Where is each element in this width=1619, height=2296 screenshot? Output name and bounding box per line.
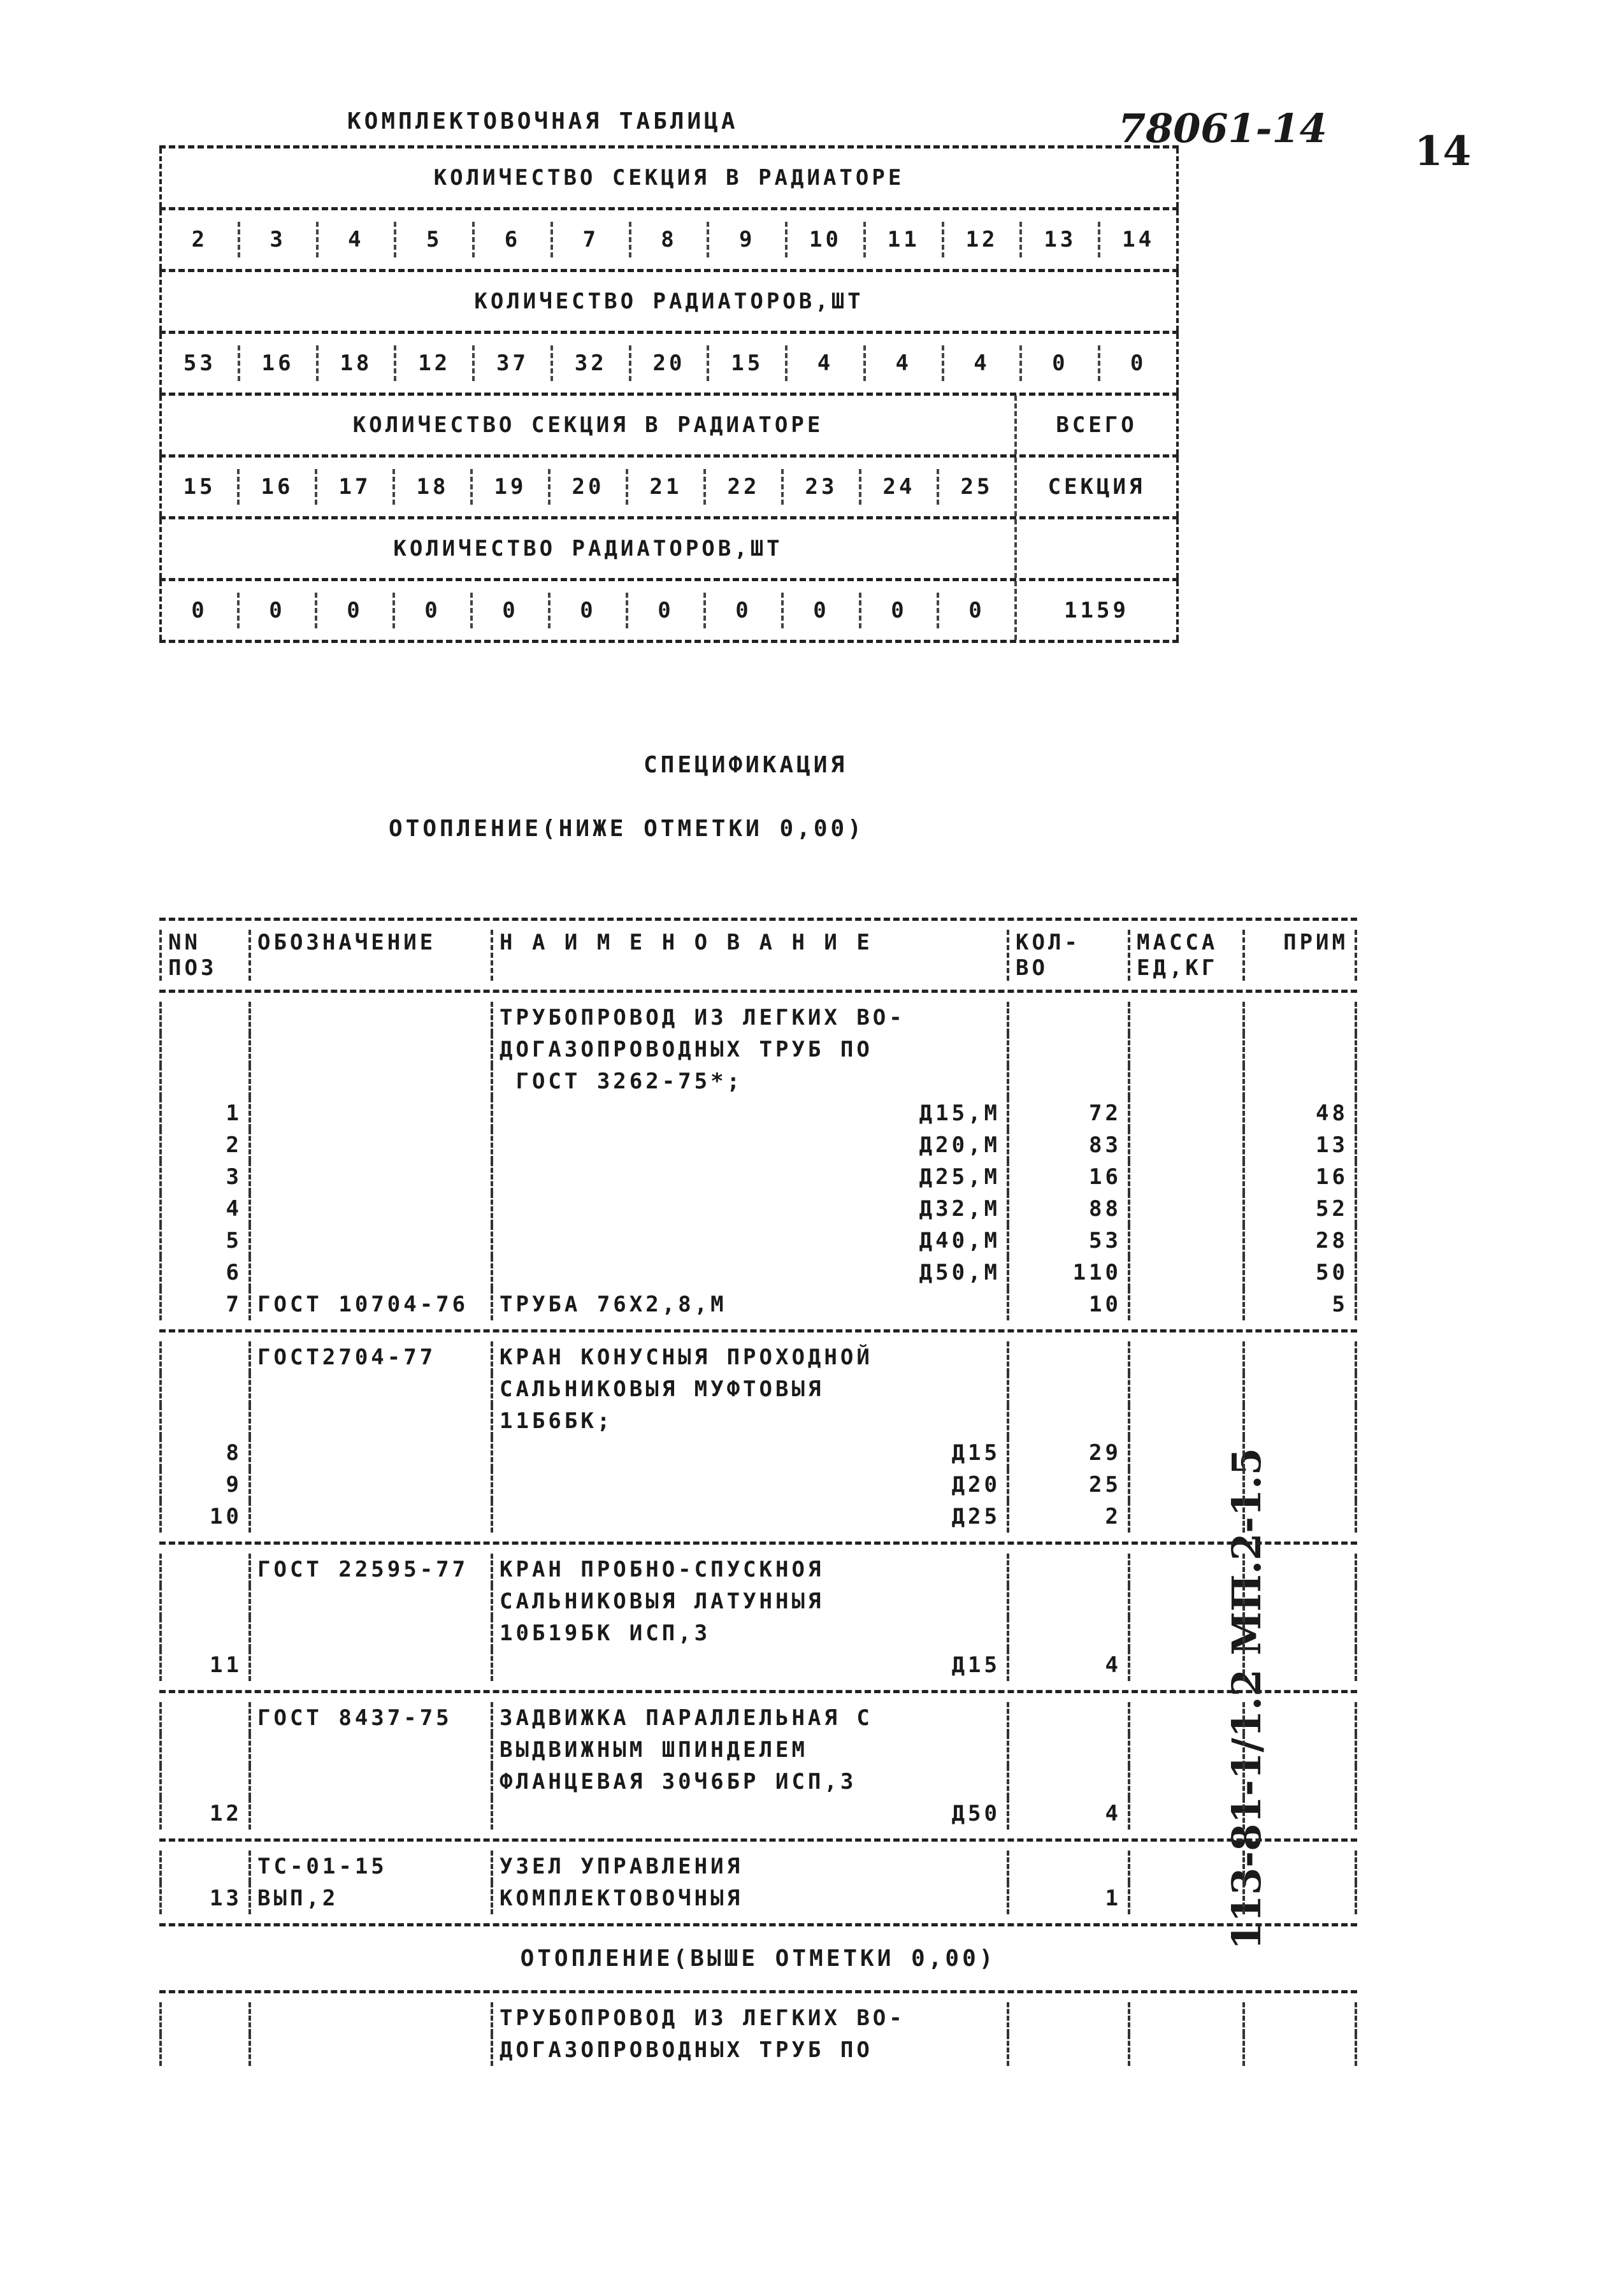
radiator-count-cell: 0 — [550, 593, 628, 628]
table-row — [159, 1702, 1357, 1734]
cell-designation — [248, 1437, 491, 1469]
table-row — [159, 1065, 1357, 1097]
cell-pos: 6 — [159, 1257, 248, 1289]
cell-note — [1242, 1469, 1357, 1501]
total-label: ВСЕГО — [1056, 412, 1137, 438]
radiator-count-cell: 0 — [706, 593, 784, 628]
cell-pos: 9 — [159, 1469, 248, 1501]
cell-pos: 2 — [159, 1129, 248, 1161]
radiators-label-row-1 — [159, 272, 1179, 331]
cell-qty: 25 — [1007, 1469, 1128, 1501]
cell-designation — [248, 1097, 491, 1129]
total-label: СЕКЦИЯ — [1047, 474, 1146, 500]
item-name: ТРУБОПРОВОД ИЗ ЛЕГКИХ ВО- — [491, 2002, 1007, 2034]
cell-pos: 5 — [159, 1225, 248, 1257]
table-row — [159, 1469, 1357, 1501]
cell-note: 28 — [1242, 1225, 1357, 1257]
section-count-cell: 24 — [861, 469, 939, 504]
table-row — [159, 1097, 1357, 1129]
item-name: ДОГАЗОПРОВОДНЫХ ТРУБ ПО — [491, 2034, 1007, 2066]
radiator-count-cell: 12 — [396, 345, 475, 380]
cell-note: 50 — [1242, 1257, 1357, 1289]
side-code: 113-81-1/1.2 МП.2-1.5 — [1223, 1448, 1270, 1950]
section-count-cell: 18 — [395, 469, 473, 504]
cell-note: 52 — [1242, 1193, 1357, 1225]
row-label: КОЛИЧЕСТВО РАДИАТОРОВ,ШТ — [474, 289, 864, 314]
col-note: ПРИМ — [1283, 930, 1348, 955]
cell-qty: 16 — [1007, 1161, 1128, 1193]
radiator-count-cell: 37 — [475, 345, 553, 380]
cell-qty: 110 — [1007, 1257, 1128, 1289]
cell-note: 16 — [1242, 1161, 1357, 1193]
radiator-count-cell: 0 — [473, 593, 550, 628]
item-name: ДОГАЗОПРОВОДНЫХ ТРУБ ПО — [491, 1034, 1007, 1065]
cell-mass — [1128, 1129, 1242, 1161]
cell-pos: 13 — [159, 1882, 248, 1914]
radiators-row-2 — [159, 581, 1179, 640]
cell-pos: 1 — [159, 1097, 248, 1129]
cell-name: ТРУБА 76Х2,8,М — [491, 1289, 1007, 1320]
section-count-cell: 3 — [240, 222, 319, 257]
cell-pos: 3 — [159, 1161, 248, 1193]
section-count-cell: 8 — [631, 222, 710, 257]
row-label: КОЛИЧЕСТВО РАДИАТОРОВ,ШТ — [393, 536, 783, 561]
completion-table — [159, 145, 1179, 643]
cell-designation — [248, 1501, 491, 1533]
table-row — [159, 2034, 1357, 2066]
section-count-cell: 25 — [960, 474, 993, 500]
item-name: КОМПЛЕКТОВОЧНЫЯ — [491, 1882, 1007, 1914]
item-name: САЛЬНИКОВЫЯ ЛАТУННЫЯ — [491, 1585, 1007, 1617]
radiator-count-cell: 53 — [162, 345, 240, 380]
sections-label-row-1 — [159, 148, 1179, 207]
item-name: КРАН ПРОБНО-СПУСКНОЯ — [491, 1554, 1007, 1585]
table-row — [159, 1617, 1357, 1649]
item-name: 11Б6БК; — [491, 1405, 1007, 1437]
cell-qty: 4 — [1007, 1649, 1128, 1681]
total-value: 1159 — [1064, 598, 1129, 623]
cell-pos: 10 — [159, 1501, 248, 1533]
cell-designation — [248, 1129, 491, 1161]
radiator-count-cell: 4 — [788, 345, 866, 380]
table-row — [159, 2002, 1357, 2034]
radiators-label-row-2 — [159, 519, 1179, 578]
cell-note: 13 — [1242, 1129, 1357, 1161]
cell-qty: 4 — [1007, 1798, 1128, 1830]
radiator-count-cell: 0 — [784, 593, 861, 628]
table-row — [159, 1585, 1357, 1617]
section-count-cell: 19 — [473, 469, 550, 504]
cell-pos: 11 — [159, 1649, 248, 1681]
col-qty: КОЛ- — [1016, 930, 1081, 955]
item-name: ЗАДВИЖКА ПАРАЛЛЕЛЬНАЯ С — [491, 1702, 1007, 1734]
section-count-cell: 15 — [162, 469, 240, 504]
col-mass-2: ЕД,КГ — [1137, 955, 1218, 981]
cell-qty: 10 — [1007, 1289, 1128, 1320]
cell-name: Д32,М — [491, 1193, 1007, 1225]
cell-name: Д25 — [491, 1501, 1007, 1533]
table-row — [159, 1766, 1357, 1798]
spec-title: СПЕЦИФИКАЦИЯ — [644, 752, 848, 778]
radiator-count-cell: 4 — [944, 345, 1023, 380]
spec-group-gate-valve — [159, 1693, 1357, 1838]
cell-mass — [1128, 1469, 1242, 1501]
section-count-cell: 6 — [475, 222, 553, 257]
item-name: УЗЕЛ УПРАВЛЕНИЯ — [491, 1851, 1007, 1882]
cell-mass — [1128, 1437, 1242, 1469]
item-name: САЛЬНИКОВЫЯ МУФТОВЫЯ — [491, 1373, 1007, 1405]
cell-note: 48 — [1242, 1097, 1357, 1129]
section-count-cell: 14 — [1122, 227, 1155, 252]
cell-qty: 88 — [1007, 1193, 1128, 1225]
table-row — [159, 1882, 1357, 1914]
radiator-count-cell: 0 — [628, 593, 706, 628]
section-count-cell: 10 — [788, 222, 866, 257]
cell-note: 5 — [1242, 1289, 1357, 1320]
cell-name: Д50,М — [491, 1257, 1007, 1289]
cell-name: Д40,М — [491, 1225, 1007, 1257]
cell-note — [1242, 1437, 1357, 1469]
table-row — [159, 1129, 1357, 1161]
radiator-count-cell: 0 — [162, 593, 240, 628]
section-count-cell: 22 — [706, 469, 784, 504]
radiator-count-cell: 16 — [240, 345, 319, 380]
cell-designation — [248, 1469, 491, 1501]
cell-name: Д15 — [491, 1437, 1007, 1469]
cell-designation — [248, 1161, 491, 1193]
section-count-cell: 21 — [628, 469, 706, 504]
cell-designation — [248, 1257, 491, 1289]
sections-row-1 — [159, 210, 1179, 269]
cell-designation: ГОСТ 10704-76 — [248, 1289, 491, 1320]
cell-mass — [1128, 1193, 1242, 1225]
cell-qty: 83 — [1007, 1129, 1128, 1161]
item-name: ГОСТ 3262-75*; — [491, 1065, 1007, 1097]
radiator-count-cell: 15 — [709, 345, 788, 380]
cell-qty: 1 — [1007, 1882, 1128, 1914]
col-mass: МАССА — [1137, 930, 1218, 955]
item-name: ТРУБОПРОВОД ИЗ ЛЕГКИХ ВО- — [491, 1002, 1007, 1034]
spec-group-control-unit — [159, 1842, 1357, 1923]
cell-mass — [1128, 1225, 1242, 1257]
cell-pos: 4 — [159, 1193, 248, 1225]
section-count-cell: 17 — [317, 469, 395, 504]
cell-designation: ГОСТ 22595-77 — [248, 1554, 491, 1585]
cell-mass — [1128, 1097, 1242, 1129]
section-count-cell: 16 — [240, 469, 317, 504]
spec-group-pipes — [159, 993, 1357, 1329]
section-count-cell: 2 — [162, 222, 240, 257]
cell-name: Д25,М — [491, 1161, 1007, 1193]
sections-row-2 — [159, 458, 1179, 516]
row-label: КОЛИЧЕСТВО СЕКЦИЯ В РАДИАТОРЕ — [433, 165, 905, 191]
table-row — [159, 1193, 1357, 1225]
cell-designation: ГОСТ2704-77 — [248, 1341, 491, 1373]
table-row — [159, 1034, 1357, 1065]
spec-table — [159, 918, 1357, 2075]
item-name: КРАН КОНУСНЫЯ ПРОХОДНОЙ — [491, 1341, 1007, 1373]
section-count-cell: 11 — [866, 222, 944, 257]
cell-name: Д20 — [491, 1469, 1007, 1501]
table-row — [159, 1341, 1357, 1373]
spec-header-row — [159, 921, 1357, 990]
cell-designation: ГОСТ 8437-75 — [248, 1702, 491, 1734]
radiator-count-cell: 20 — [631, 345, 710, 380]
cell-designation: ВЫП,2 — [248, 1882, 491, 1914]
radiator-count-cell: 0 — [395, 593, 473, 628]
sections-label-row-2 — [159, 396, 1179, 454]
item-name: 10Б19БК ИСП,3 — [491, 1617, 1007, 1649]
radiator-count-cell: 4 — [866, 345, 944, 380]
spec-subtitle-above: ОТОПЛЕНИЕ(ВЫШЕ ОТМЕТКИ 0,00) — [520, 1945, 997, 1972]
table-row — [159, 1437, 1357, 1469]
spec-group-pipes-above — [159, 1993, 1357, 2075]
cell-pos: 12 — [159, 1798, 248, 1830]
cell-mass — [1128, 1257, 1242, 1289]
spec-group-valve-cone — [159, 1332, 1357, 1541]
page-number: 14 — [1414, 127, 1472, 175]
table-row — [159, 1554, 1357, 1585]
table-row — [159, 1225, 1357, 1257]
cell-qty: 29 — [1007, 1437, 1128, 1469]
item-name: ВЫДВИЖНЫМ ШПИНДЕЛЕМ — [491, 1734, 1007, 1766]
section-count-cell: 13 — [1022, 222, 1100, 257]
cell-designation — [248, 1225, 491, 1257]
cell-pos: 8 — [159, 1437, 248, 1469]
table-row — [159, 1257, 1357, 1289]
cell-designation — [248, 1193, 491, 1225]
radiator-count-cell: 18 — [319, 345, 397, 380]
item-name: ФЛАНЦЕВАЯ 30Ч6БР ИСП,3 — [491, 1766, 1007, 1798]
spec-group-valve-drain — [159, 1545, 1357, 1690]
section-count-cell: 12 — [944, 222, 1023, 257]
spec-subtitle-below: ОТОПЛЕНИЕ(НИЖЕ ОТМЕТКИ 0,00) — [389, 816, 865, 842]
cell-note — [1242, 1501, 1357, 1533]
radiator-count-cell: 32 — [553, 345, 631, 380]
table-row — [159, 1649, 1357, 1681]
cell-qty: 72 — [1007, 1097, 1128, 1129]
section-count-cell: 20 — [550, 469, 628, 504]
table-row — [159, 1289, 1357, 1320]
col-pos-2: ПОЗ — [168, 955, 217, 981]
cell-mass — [1128, 1161, 1242, 1193]
document-title: КОМПЛЕКТОВОЧНАЯ ТАБЛИЦА — [347, 108, 738, 134]
col-name: Н А И М Е Н О В А Н И Е — [500, 930, 873, 955]
radiator-count-cell: 0 — [968, 598, 985, 623]
cell-name: Д50 — [491, 1798, 1007, 1830]
col-pos: NN — [168, 930, 201, 955]
cell-designation: ТС-01-15 — [248, 1851, 491, 1882]
table-row — [159, 1161, 1357, 1193]
section-count-cell: 9 — [709, 222, 788, 257]
radiator-count-cell: 0 — [1130, 350, 1147, 376]
cell-name: Д15,М — [491, 1097, 1007, 1129]
radiator-count-cell: 0 — [317, 593, 395, 628]
radiator-count-cell: 0 — [240, 593, 317, 628]
section-count-cell: 4 — [319, 222, 397, 257]
table-row — [159, 1501, 1357, 1533]
col-qty-2: ВО — [1016, 955, 1048, 981]
col-designation: ОБОЗНАЧЕНИЕ — [257, 930, 436, 955]
table-row — [159, 1405, 1357, 1437]
table-row — [159, 1851, 1357, 1882]
cell-qty: 2 — [1007, 1501, 1128, 1533]
cell-name: Д20,М — [491, 1129, 1007, 1161]
table-row — [159, 1798, 1357, 1830]
table-row — [159, 1734, 1357, 1766]
table-row — [159, 1373, 1357, 1405]
cell-pos: 7 — [159, 1289, 248, 1320]
cell-name: Д15 — [491, 1649, 1007, 1681]
cell-mass — [1128, 1501, 1242, 1533]
handwritten-number: 78061-14 — [1118, 105, 1327, 152]
section-count-cell: 7 — [553, 222, 631, 257]
row-label: КОЛИЧЕСТВО СЕКЦИЯ В РАДИАТОРЕ — [352, 412, 824, 438]
radiator-count-cell: 0 — [1022, 345, 1100, 380]
radiator-count-cell: 0 — [861, 593, 939, 628]
cell-mass — [1128, 1289, 1242, 1320]
table-row — [159, 1002, 1357, 1034]
section-count-cell: 5 — [396, 222, 475, 257]
section-count-cell: 23 — [784, 469, 861, 504]
radiators-row-1 — [159, 334, 1179, 393]
cell-qty: 53 — [1007, 1225, 1128, 1257]
